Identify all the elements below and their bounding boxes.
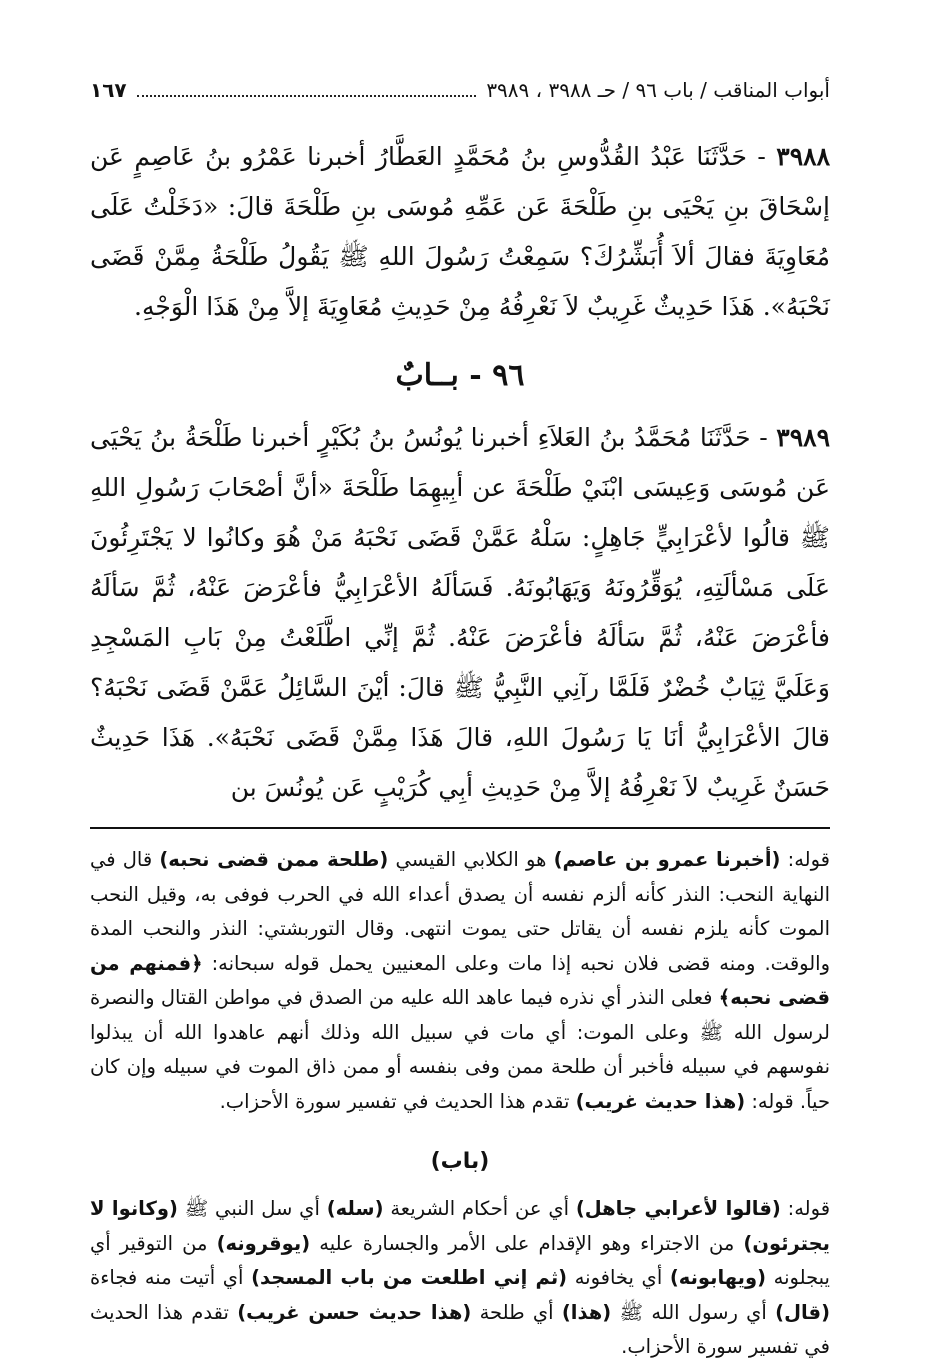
commentary-quote: (قالوا لأعرابي جاهل) — [575, 1197, 781, 1220]
commentary-quote: (طلحة ممن قضى نحبه) — [159, 848, 389, 871]
commentary-quote: (يوقرونه) — [216, 1231, 311, 1255]
commentary-quote: (هذا حديث حسن غريب) — [237, 1300, 472, 1324]
commentary-quote: (وكانوا لا يجترئون) — [90, 1197, 830, 1255]
commentary-text: تقدم هذا الحديث في تفسير سورة الأحزاب. — [90, 1300, 830, 1358]
hadith-3989 — [90, 413, 830, 813]
commentary-quote: ﴿فمنهم من قضى نحبه﴾ — [90, 951, 831, 1009]
commentary-text: أي طلحة — [479, 1300, 554, 1324]
commentary-section-label: (باب) — [430, 1149, 490, 1174]
header-dotted-leader — [137, 95, 477, 97]
hadith-text: - حَدَّثَنَا مُحَمَّدُ بنُ العَلاَءِ أخبرنا يُونُسُ بنُ بُكَيْرٍ أخبرنا طَلْحَةُ بنُ يَحْيَى عَن مُوسَى وَعِيسَى ابْنَيْ طَلْحَةَ عن أبِيهِمَا طَلْحَةَ «أنَّ أصْحَابَ رَسُولِ اللهِ ﷺ قالُوا لأعْرَابِيٍّ جَاهِلٍ: سَلْهُ عَمَّنْ قَضَى نَحْبَهُ مَنْ هُوَ وكانُوا لا يَجْتَرِئُونَ عَلَى مَسْألَتِهِ، يُوَقِّرُونَهُ وَيَهَابُونَهُ. فَسَألَهُ الأعْرَابِيُّ فأعْرَضَ عَنْهُ، ثُمَّ سَألَهُ فأعْرَضَ عَنْهُ، ثُمَّ سَألَهُ فأعْرَضَ عَنْهُ. ثُمَّ إنِّي اطَّلَعْتُ مِنْ بَابِ المَسْجِدِ وَعَلَيَّ ثِيَابٌ خُضْرٌ فَلَمَّا رآنِي النَّبِيُّ ﷺ قالَ: أيْنَ السَّائِلُ عَمَّنْ قَضَى نَحْبَهُ؟ قالَ الأعْرَابِيُّ أنَا يَا رَسُولَ اللهِ، قالَ هَذَا مِمَّنْ قَضَى نَحْبَهُ». هَذَا حَدِيثٌ حَسَنٌ غَرِيبٌ لاَ نَعْرِفُهُ إلاَّ مِنْ حَدِيثِ أبِي كُرَيْبٍ عَن يُونُسَ بن — [90, 423, 830, 802]
commentary-text: قال في النهاية النحب: النذر كأنه ألزم نفسه أن يصدق أعداء الله في الحرب فوفى به، وقيل النحب الموت كأنه يلزم نفسه أن يقاتل حتى يموت انتهى. وقال التوربشتي: النذر والنحب المدة والوقت. ومنه قضى فلان نحبه إذا مات وعلى المعنيين يحمل قوله سبحانه: — [90, 848, 830, 975]
page-number: ١٦٧ — [90, 78, 127, 102]
commentary-text: قوله: — [787, 848, 831, 871]
hadith-number: ٣٩٨٨ — [776, 142, 830, 171]
commentary-quote: (هذا) — [561, 1300, 612, 1324]
hadith-text: - حَدَّثَنَا عَبْدُ القُدُّوسِ بنُ مُحَمَّدٍ العَطَّارُ أخبرنا عَمْرُو بنُ عَاصِمٍ عَن إسْحَاقَ بنِ يَحْيَى بنِ طَلْحَةَ عَن عَمِّهِ مُوسَى بنِ طَلْحَةَ قالَ: «دَخَلْتُ عَلَى مُعَاوِيَةَ فقالَ ألاَ أُبَشِّرُكَ؟ سَمِعْتُ رَسُولَ اللهِ ﷺ يَقُولُ طَلْحَةُ مِمَّنْ قَضَى نَحْبَهُ». هَذَا حَدِيثٌ غَرِيبٌ لاَ نَعْرِفُهُ مِنْ حَدِيثِ مُعَاوِيَةَ إلاَّ مِنْ هَذَا الْوَجْهِ. — [90, 142, 830, 321]
commentary-text: أي عن أحكام الشريعة — [390, 1197, 570, 1220]
commentary-hadith-3988 — [90, 843, 830, 1119]
commentary-text: أي سل النبي ﷺ — [184, 1197, 320, 1220]
running-header — [90, 78, 830, 114]
commentary-text: أي يخافونه — [574, 1266, 663, 1289]
commentary-quote: (قال) — [775, 1300, 830, 1324]
hadith-3988 — [90, 132, 830, 332]
commentary-text: هو الكلابي القيسي — [395, 848, 547, 871]
commentary-text: أي رسول الله ﷺ — [619, 1300, 767, 1324]
commentary-quote: (هذا حديث غريب) — [575, 1089, 746, 1113]
commentary-quote: (سله) — [326, 1197, 384, 1220]
header-title: أبواب المناقب / باب ٩٦ / حـ ٣٩٨٨ ، ٣٩٨٩ — [486, 78, 830, 102]
footnote-separator — [90, 827, 830, 829]
commentary-text: من التوقير أي يبجلونه — [90, 1231, 830, 1289]
commentary-hadith-3989 — [90, 1192, 830, 1365]
commentary-text: أي أتيت منه فجاءة — [90, 1266, 244, 1289]
commentary-text: قوله: — [787, 1197, 831, 1220]
hadith-number: ٣٩٨٩ — [776, 423, 831, 452]
commentary-text: فعلى النذر أي نذره فيما عاهد الله عليه من الصدق في مواطن القتال والنصرة لرسول الله ﷺ وعلى الموت: أي مات في سبيل الله وذلك أنهم عاهدوا الله أن يبذلوا نفوسهم في سبيله فأخبر أن طلحة ممن وفى بنفسه أو ممن ذاق الموت في سبيله وإن كان حياً. قوله: — [90, 986, 830, 1113]
commentary-text: من الاجتراء وهو الإقدام على الأمر والجسارة عليه — [319, 1231, 735, 1255]
chapter-title: ٩٦ - بــابٌ — [395, 358, 525, 393]
book-page — [90, 78, 830, 1365]
commentary-text: تقدم هذا الحديث في تفسير سورة الأحزاب. — [219, 1089, 570, 1113]
commentary-quote: (ويهابونه) — [669, 1266, 767, 1289]
commentary-quote: (ثم إني اطلعت من باب المسجد) — [251, 1266, 568, 1289]
commentary-quote: (أخبرنا عمرو بن عاصم) — [553, 848, 781, 871]
